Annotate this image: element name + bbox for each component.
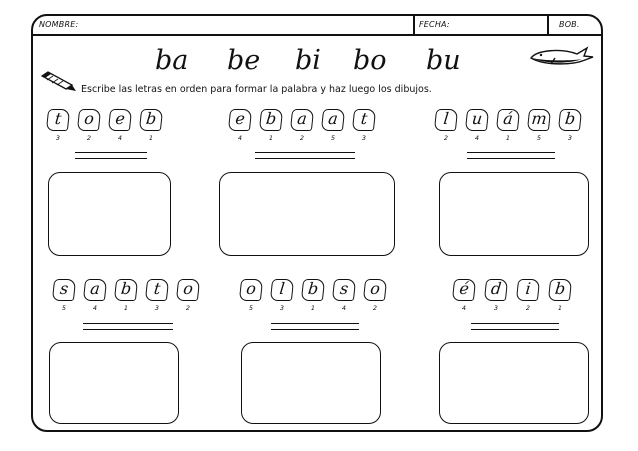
worksheet (31, 14, 603, 432)
letter-tile: a (290, 109, 314, 131)
letter-tile: a (83, 279, 107, 301)
order-number: 2 (443, 134, 449, 142)
letter-tile: d (484, 279, 508, 301)
order-number: 1 (505, 134, 511, 142)
letter-tile: s (332, 279, 356, 301)
order-number: 3 (567, 134, 573, 142)
answer-line-guide (75, 158, 147, 159)
letter-tile: l (270, 279, 294, 301)
order-number: 2 (86, 134, 92, 142)
order-number: 1 (557, 304, 563, 312)
answer-line-guide (255, 158, 355, 159)
order-number: 3 (55, 134, 61, 142)
letter-tile: e (228, 109, 252, 131)
order-number: 3 (279, 304, 285, 312)
letter-tile: i (516, 279, 540, 301)
letter-tile: á (496, 109, 520, 131)
drawing-box[interactable] (219, 172, 395, 256)
order-number: 4 (474, 134, 480, 142)
drawing-box[interactable] (48, 172, 171, 256)
pencil-eraser-icon (39, 70, 77, 92)
letter-tile: b (548, 279, 572, 301)
order-number: 1 (123, 304, 129, 312)
answer-line[interactable] (255, 152, 355, 153)
answer-line-guide (467, 158, 555, 159)
letter-tile: o (77, 109, 101, 131)
syllable: bi (295, 45, 321, 76)
letter-tile: s (52, 279, 76, 301)
drawing-box[interactable] (49, 342, 179, 424)
order-number: 2 (372, 304, 378, 312)
order-number: 3 (154, 304, 160, 312)
letter-tile: l (434, 109, 458, 131)
order-number: 5 (248, 304, 254, 312)
order-number: 1 (268, 134, 274, 142)
answer-line-guide (271, 329, 359, 330)
header-divider (547, 16, 549, 34)
syllable: bu (426, 45, 461, 76)
letter-tile: é (452, 279, 476, 301)
answer-line-guide (471, 329, 559, 330)
letter-tile: b (301, 279, 325, 301)
syllable: be (227, 45, 261, 76)
letter-tile: b (558, 109, 582, 131)
order-number: 4 (117, 134, 123, 142)
letter-tile: t (145, 279, 169, 301)
syllable: ba (155, 45, 189, 76)
answer-line[interactable] (471, 323, 559, 324)
order-number: 5 (536, 134, 542, 142)
order-number: 1 (148, 134, 154, 142)
answer-line[interactable] (271, 323, 359, 324)
whale-icon (527, 44, 597, 68)
letter-tile: u (465, 109, 489, 131)
order-number: 4 (461, 304, 467, 312)
order-number: 4 (237, 134, 243, 142)
order-number: 5 (330, 134, 336, 142)
letter-tile: t (352, 109, 376, 131)
answer-line-guide (83, 329, 173, 330)
worksheet-code: BOB. (559, 20, 580, 29)
header-bar (33, 16, 601, 36)
letter-tile: t (46, 109, 70, 131)
drawing-box[interactable] (439, 172, 589, 256)
letter-tile: m (527, 109, 551, 131)
letter-tile: o (363, 279, 387, 301)
letter-tile: b (139, 109, 163, 131)
header-divider (413, 16, 415, 34)
order-number: 2 (299, 134, 305, 142)
drawing-box[interactable] (241, 342, 381, 424)
letter-tile: a (321, 109, 345, 131)
order-number: 1 (310, 304, 316, 312)
order-number: 4 (92, 304, 98, 312)
drawing-box[interactable] (439, 342, 589, 424)
answer-line[interactable] (75, 152, 147, 153)
letter-tile: e (108, 109, 132, 131)
order-number: 3 (361, 134, 367, 142)
syllable: bo (353, 45, 387, 76)
order-number: 2 (185, 304, 191, 312)
letter-tile: b (259, 109, 283, 131)
letter-tile: o (239, 279, 263, 301)
letter-tile: o (176, 279, 200, 301)
order-number: 5 (61, 304, 67, 312)
date-label: FECHA: (419, 20, 450, 29)
answer-line[interactable] (83, 323, 173, 324)
order-number: 4 (341, 304, 347, 312)
answer-line[interactable] (467, 152, 555, 153)
order-number: 3 (493, 304, 499, 312)
name-label: NOMBRE: (39, 20, 79, 29)
letter-tile: b (114, 279, 138, 301)
instruction-text: Escribe las letras en orden para formar la palabra y haz luego los dibujos. (81, 84, 432, 95)
order-number: 2 (525, 304, 531, 312)
